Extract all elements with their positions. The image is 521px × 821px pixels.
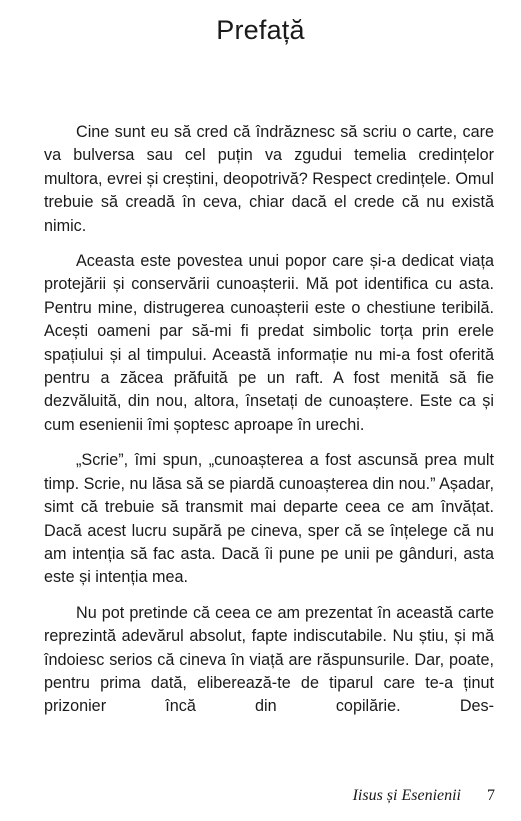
paragraph-3: „Scrie”, îmi spun, „cunoașterea a fost ascunsă prea mult timp. Scrie, nu lăsa să se piardă cunoașterea din nou.” Așadar, simt că trebuie să transmit mai departe ceea ce am învățat. Dacă acest lucru supără pe cineva, sper că se înțelege că nu am intenția să fac asta. Dacă îi pune pe unii pe gânduri, asta este și intenția mea. bbox=[44, 451, 494, 587]
paragraph-1: Cine sunt eu să cred că îndrăznesc să scriu o carte, care va bulversa sau cel puțin va zgudui temelia credințelor multora, evrei și creștini, deopotrivă? Respect credințele. Omul trebuie să creadă în ceva, chiar dacă el crede că nu există nimic. bbox=[44, 123, 494, 235]
paragraph-2: Aceasta este povestea unui popor care și-a dedicat viața protejării și conservării cunoașterii. Mă pot identifica cu asta. Pentru mine, distrugerea cunoașterii este o chestiune teribilă. Acești oameni par să-mi fi predat simbolic torța prin erele spațiului și al timpului. Această informație nu mi-a fost oferită pentru a zăcea prăfuită pe un raft. A fost menită să fie dezvăluită, din nou, altora, însetați de cunoaștere. Este ca și cum esenienii îmi șoptesc aproape în urechi. bbox=[44, 252, 494, 434]
preface-body bbox=[44, 121, 494, 719]
footer-book-title: Iisus și Esenienii bbox=[352, 787, 461, 804]
running-footer bbox=[353, 785, 495, 807]
paragraph-4: Nu pot pretinde că ceea ce am prezentat în această carte reprezintă adevărul absolut, fapte indiscutabile. Nu știu, și mă îndoiesc serios că cineva în viață are răspunsurile. Dar, poate, pentru prima dată, eliberează-te de tiparul care te-a ținut prizonier încă din copilărie. Des- bbox=[44, 603, 494, 716]
page-number: 7 bbox=[487, 787, 495, 804]
page-title: Prefață bbox=[216, 15, 305, 45]
